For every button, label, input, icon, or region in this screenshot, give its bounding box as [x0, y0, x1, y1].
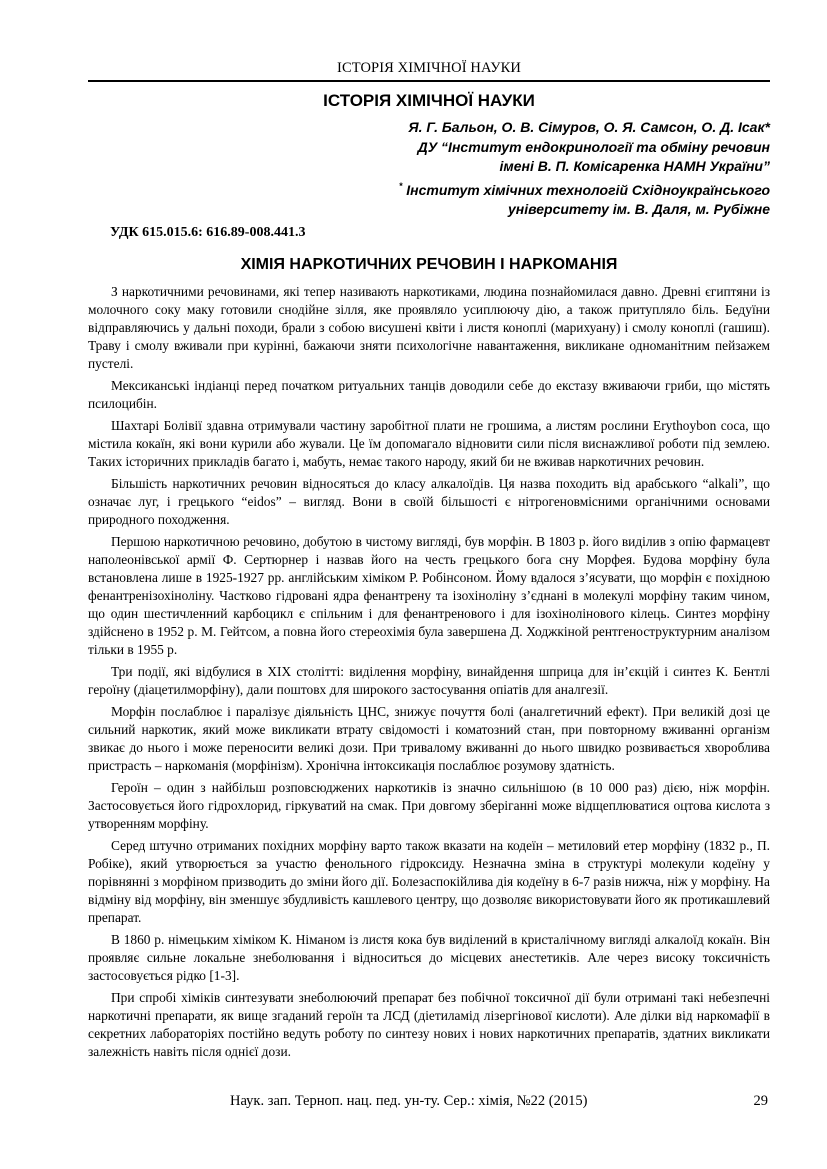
- affiliation-mark: *: [398, 180, 403, 191]
- author-names: Я. Г. Бальон, О. В. Сімуров, О. Я. Самсон, О. Д. Ісак*: [408, 119, 770, 135]
- paragraph: Шахтарі Болівії здавна отримували частину заробітної плати не грошима, а листям рослини Erythoybon coca, що містила кокаїн, які вони курили або жували. Це їм допомагало відновити сили після виснажливої роботи під землею. Таких історичних прикладів багато і, мабуть, немає такого народу, який би не вживав наркотичних речовин.: [88, 418, 770, 469]
- running-head: ІСТОРІЯ ХІМІЧНОЇ НАУКИ: [337, 60, 521, 76]
- paragraph: Більшість наркотичних речовин відносяться до класу алкалоїдів. Ця назва походить від арабського “alkali”, що означає луг, і грецького “eidos” – вигляд. Вони в своїй більшості є нітрогеновмісними органічними основами природного походження.: [88, 476, 770, 527]
- paragraph: Героїн – один з найбільш розповсюджених наркотиків із значно сильнішою (в 10 000 раз) дією, ніж морфін. Застосовується його гідрохлорид, гіркуватий на смак. При довгому зберіганні може відщеплюватися оцтова кислота з утворенням морфіну.: [88, 780, 770, 831]
- udc-code: УДК 615.015.6: 616.89-008.441.3: [110, 225, 306, 240]
- header-rule: [88, 80, 770, 82]
- paragraph: З наркотичними речовинами, які тепер називають наркотиками, людина познайомилася давно. Древні єгиптяни із молочного соку маку готовили снодійне зілля, яке проявляло усиплюючу дію, а також притупляло біль. Бедуїни відправляючись у дальні походи, брали з собою висушені квіти і листя коноплі (марихуану) і смолу коноплі (гашиш). Траву і смолу вживали при курінні, бажаючи зняти психологічне навантаження, викликане одноманітним пейзажем пустелі.: [88, 284, 770, 371]
- paragraph: Серед штучно отриманих похідних морфіну варто також вказати на кодеїн – метиловий етер морфіну (1832 р., П. Робіке), який утворюється за участю фенольного гідроксиду. Незначна зміна в структурі молекули кодеїну у порівнянні з морфіном призводить до зміни його дії. Болезаспокійлива дія кодеїну в 6-7 разів нижча, ніж у морфіну. На відміну від морфіну, він зменшує збудливість кашлевого центру, що дозволяє використовувати його як протикашлевий препарат.: [88, 838, 770, 925]
- section-title: ІСТОРІЯ ХІМІЧНОЇ НАУКИ: [323, 91, 535, 110]
- journal-citation: Наук. зап. Терноп. нац. пед. ун-ту. Сер.: хімія, №22 (2015): [230, 1093, 588, 1109]
- authors-block: [170, 118, 770, 220]
- affiliation-1-line-1: ДУ “Інститут ендокринології та обміну речовин: [417, 138, 770, 155]
- paragraph: Першою наркотичною речовино, добутою в чистому вигляді, був морфін. В 1803 р. його виділив з опію фармацевт наполеонівської армії Ф. Сертюрнер і назвав його на честь грецького бога сну Морфея. Будова морфіну була встановлена лише в 1925-1927 рр. англійським хіміком Р. Робінсоном. Йому вдалося з’ясувати, що морфін є похідною фенантренізохіноліну. Частково гідровані ядра фенантрену та ізохіноліну з’єднані в молекулі морфіну таким чином, що один шестичленний карбоцикл є спільним і для фенантренового і для ізохінолінового кілець. Синтез морфіну здійснено в 1952 р. М. Гейтсом, а повна його стереохімія була завершена Д. Ходжкіной рентгеноструктурним аналізом тільки в 1955 р.: [88, 534, 770, 657]
- paragraph: Морфін послаблює і паралізує діяльність ЦНС, знижує почуття болі (аналгетичний ефект). При великій дозі це сильний наркотик, який може викликати втрату свідомості і коматозний стан, при повторному вживанні організм звикає до нього і може переносити великі дози. При тривалому вживанні до нього швидко розвивається хвороблива пристрасть – наркоманія (морфінізм). Хронічна інтоксикація послаблює розумову здатність.: [88, 704, 770, 773]
- paragraph: В 1860 р. німецьким хіміком К. Німаном із листя кока був виділений в кристалічному вигляді алкалоїд кокаїн. Він проявляє сильне локальне знеболювання і відноситься до місцевих анестетиків. Але через високу токсичність застосовується рідко [1-3].: [88, 932, 770, 983]
- paragraph: Мексиканські індіанці перед початком ритуальних танців доводили себе до екстазу вживаючи гриби, що містять псилоцибін.: [88, 378, 770, 411]
- affiliation-2-line-2: університету ім. В. Даля, м. Рубіжне: [508, 201, 770, 217]
- page-number: 29: [753, 1093, 768, 1109]
- affiliation-2-line-1: [170, 177, 770, 201]
- affiliation-2-text: Інститут хімічних технологій Східноукраїнського: [406, 181, 770, 198]
- paper-title: ХІМІЯ НАРКОТИЧНИХ РЕЧОВИН І НАРКОМАНІЯ: [240, 256, 618, 273]
- paragraph: Три події, які відбулися в XIX столітті: виділення морфіну, винайдення шприца для ін’єкцій і синтез К. Бентлі героїну (діацетилморфіну), дали поштовх для широкого застосування опіатів для аналгезії.: [88, 664, 770, 697]
- paragraph: При спробі хіміків синтезувати знеболюючий препарат без побічної токсичної дії були отримані такі небезпечні наркотичні препарати, як вище згаданий героїн та ЛСД (діетиламід лізергінової кислоти). Але ділки від наркомафії в секретних лабораторіях постійно ведуть роботу по синтезу нових і нових наркотичних препаратів, здатних викликати залежність навіть після однієї дози.: [88, 990, 770, 1059]
- affiliation-1-line-2: імені В. П. Комісаренка НАМН України”: [499, 158, 770, 174]
- article-body: [88, 283, 770, 1065]
